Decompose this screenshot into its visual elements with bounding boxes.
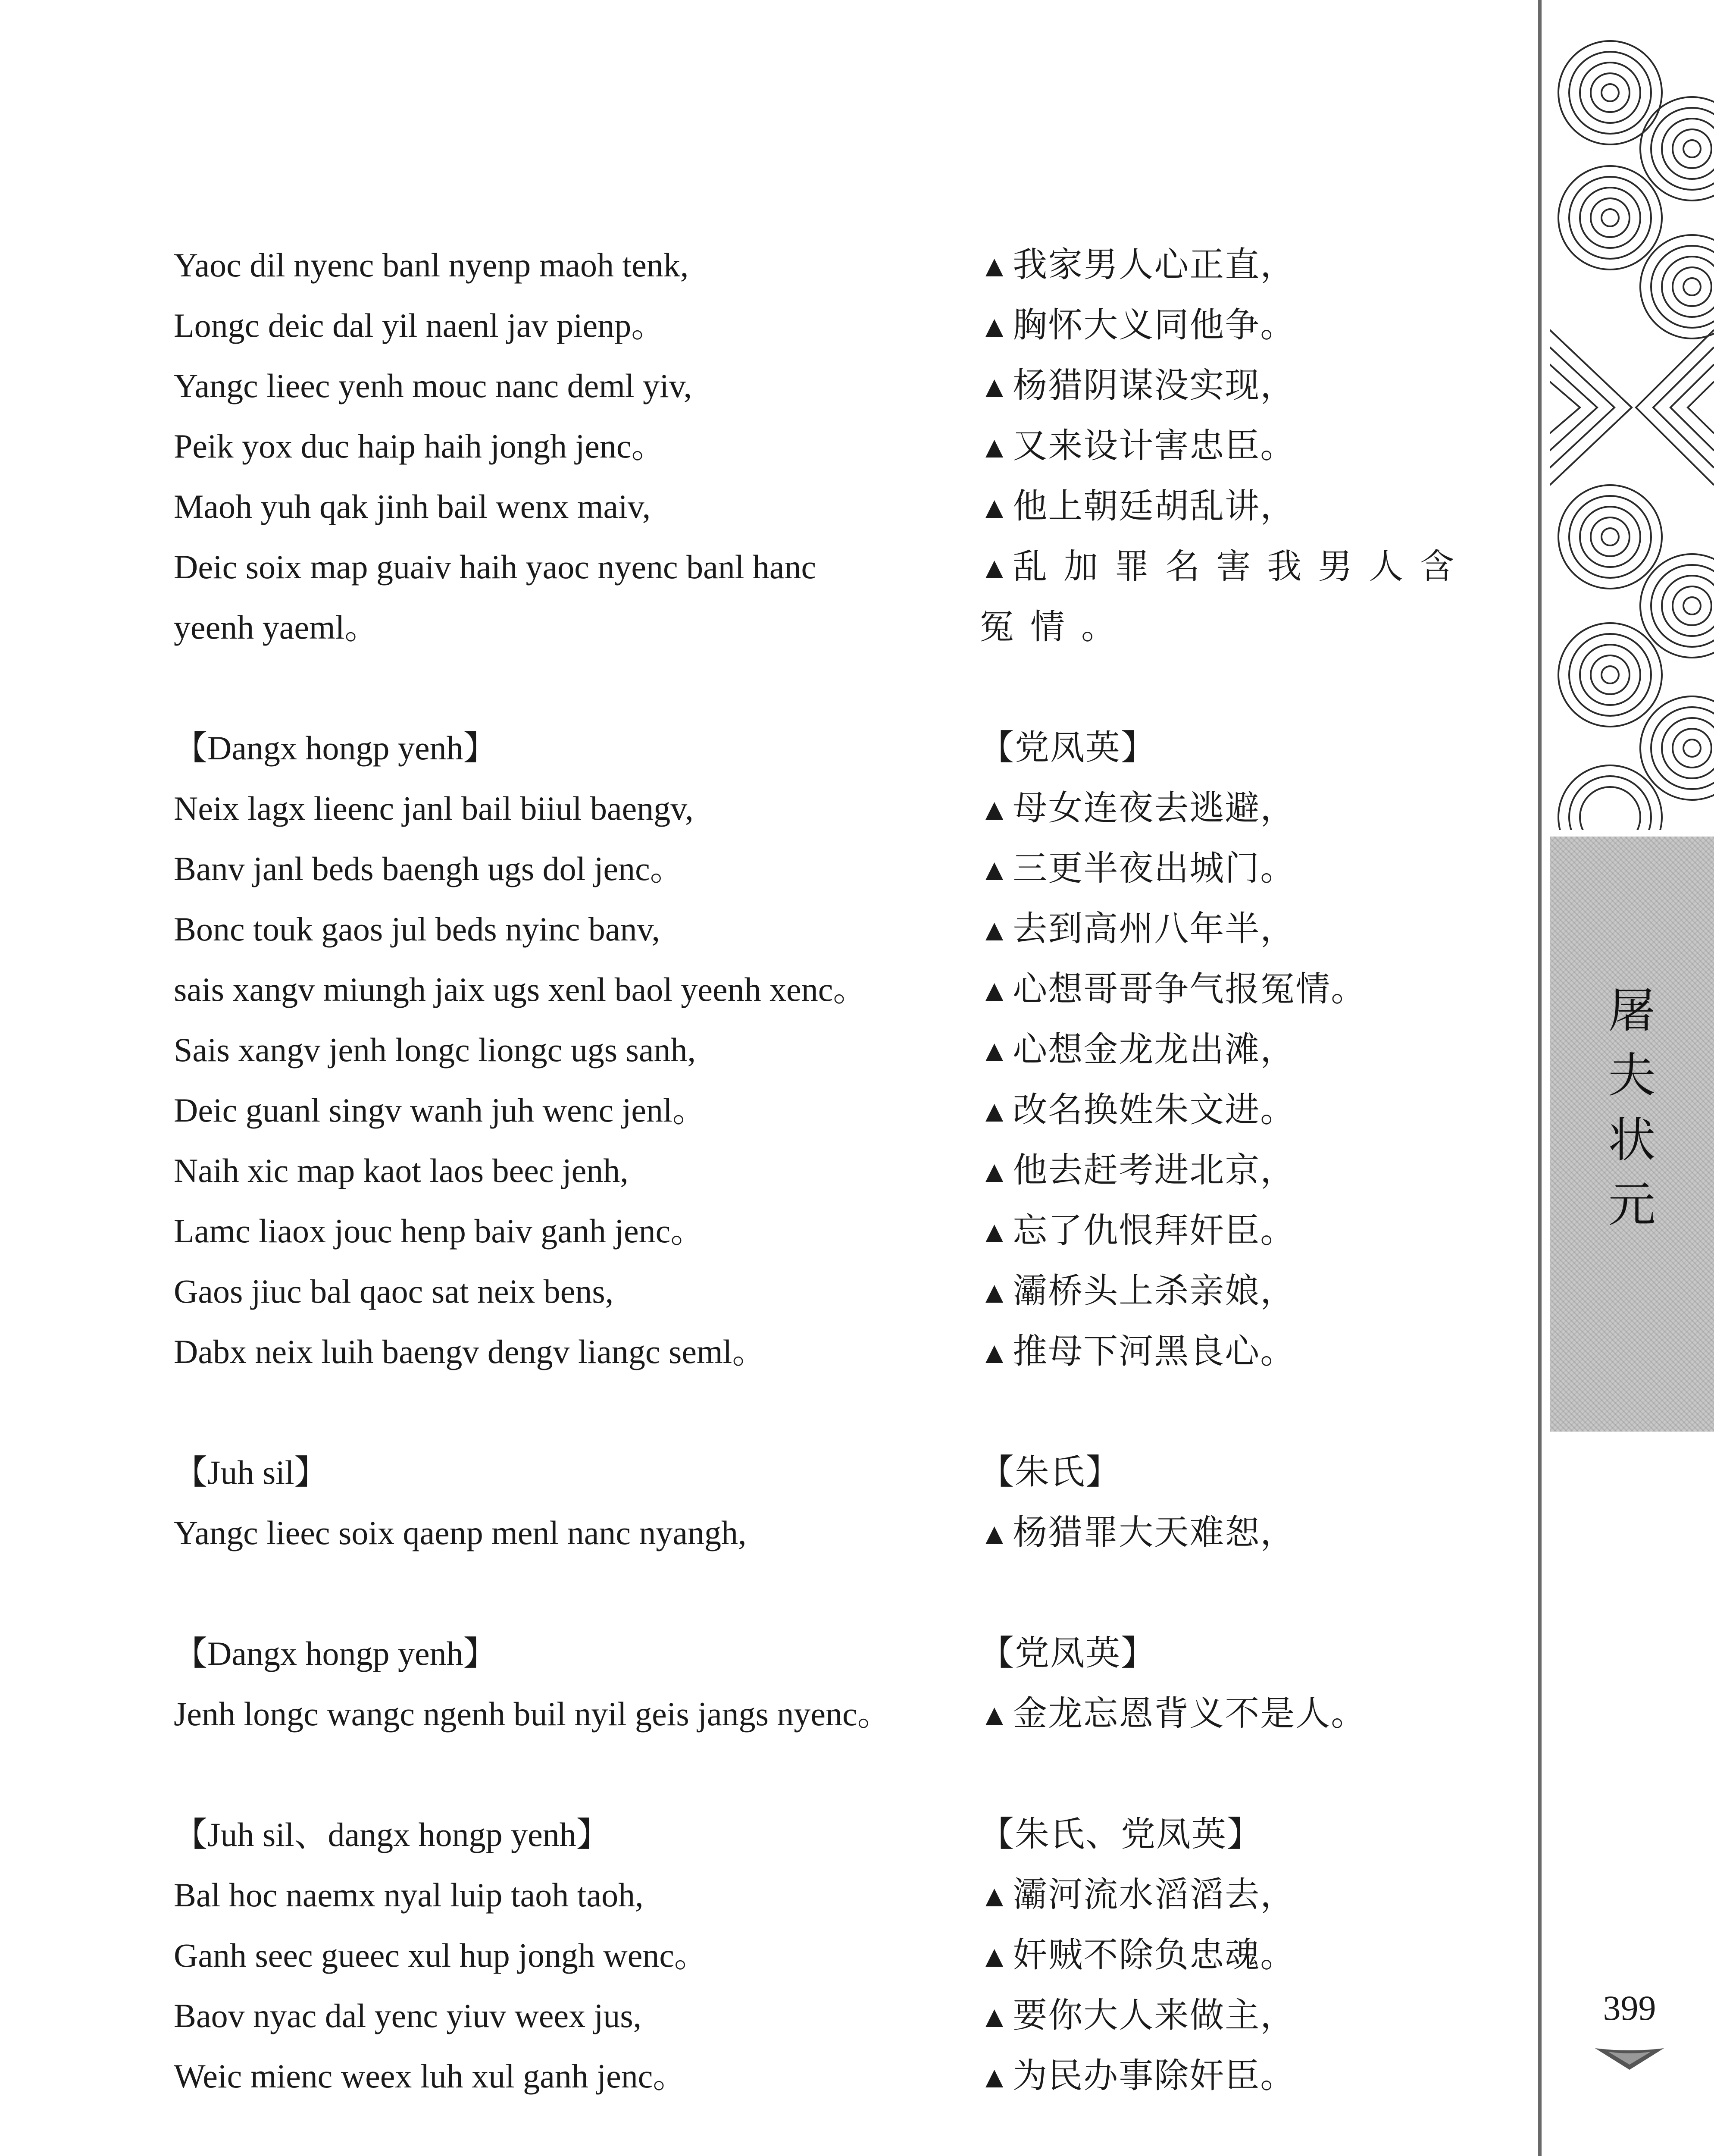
- dong-line: Ganh seec gueec xul hup jongh wenc。: [174, 1937, 708, 1974]
- chinese-line: ▲灞桥头上杀亲娘，: [979, 1272, 1296, 1310]
- triangle-bullet-icon: ▲: [979, 1156, 1010, 1189]
- dong-line: Banv janl beds baengh ugs dol jenc。: [174, 850, 684, 887]
- triangle-bullet-icon: ▲: [979, 1518, 1010, 1551]
- triangle-bullet-icon: ▲: [979, 793, 1010, 827]
- dong-line: Peik yox duc haip haih jongh jenc。: [174, 427, 665, 465]
- dong-line: Lamc liaox jouc henp baiv ganh jenc。: [174, 1212, 704, 1250]
- dong-line: yeenh yaeml。: [174, 608, 378, 646]
- chinese-line: ▲要你大人来做主，: [979, 1997, 1296, 2035]
- speaker-header: 【Juh sil、dangx hongp yenh】: [174, 1816, 610, 1853]
- dong-line: Jenh longc wangc ngenh buil nyil geis jangs nyenc。: [174, 1695, 891, 1733]
- dong-line: Longc deic dal yil naenl jav pienp。: [174, 307, 665, 344]
- dong-line: Dabx neix luih baengv dengv liangc seml。: [174, 1333, 766, 1370]
- dong-line: Gaos jiuc bal qaoc sat neix bens,: [174, 1272, 614, 1310]
- chinese-line: ▲母女连夜去逃避，: [979, 790, 1296, 827]
- triangle-bullet-icon: ▲: [979, 1880, 1010, 1913]
- speaker-header: 【Dangx hongp yenh】: [174, 729, 497, 767]
- chinese-line: ▲金龙忘恩背义不是人。: [979, 1695, 1367, 1733]
- speaker-header: 【Dangx hongp yenh】: [174, 1635, 497, 1672]
- chinese-line: ▲灞河流水滔滔去，: [979, 1876, 1296, 1914]
- dong-line: Yangc lieec soix qaenp menl nanc nyangh,: [174, 1514, 747, 1551]
- triangle-bullet-icon: ▲: [979, 492, 1010, 525]
- side-title-band: [1550, 837, 1714, 1432]
- dong-line: Maoh yuh qak jinh bail wenx maiv,: [174, 488, 651, 525]
- chinese-line: ▲心想哥哥争气报冤情。: [979, 971, 1367, 1009]
- chinese-line: ▲他去赶考进北京，: [979, 1152, 1296, 1190]
- triangle-bullet-icon: ▲: [979, 975, 1010, 1008]
- triangle-bullet-icon: ▲: [979, 1035, 1010, 1068]
- dong-line: Bal hoc naemx nyal luip taoh taoh,: [174, 1876, 644, 1914]
- side-title-char: 元: [1608, 1179, 1656, 1232]
- dong-line: Yangc lieec yenh mouc nanc deml yiv,: [174, 367, 692, 404]
- triangle-bullet-icon: ▲: [979, 914, 1010, 947]
- dong-line: Sais xangv jenh longc liongc ugs sanh,: [174, 1031, 696, 1069]
- chinese-line: 冤情。: [979, 608, 1132, 646]
- dong-line: Weic mienc weex luh xul ganh jenc。: [174, 2057, 687, 2095]
- chinese-line: ▲他上朝廷胡乱讲，: [979, 488, 1296, 526]
- speaker-header: 【党凤英】: [979, 729, 1156, 767]
- margin-rule: [1538, 0, 1542, 2156]
- dong-line: Baov nyac dal yenc yiuv weex jus,: [174, 1997, 642, 2034]
- dong-line: Deic guanl singv wanh juh wenc jenl。: [174, 1091, 706, 1129]
- dong-line: Bonc touk gaos jul beds nyinc banv,: [174, 910, 660, 948]
- triangle-bullet-icon: ▲: [979, 854, 1010, 887]
- triangle-bullet-icon: ▲: [979, 1940, 1010, 1974]
- side-title-char: 夫: [1608, 1050, 1656, 1102]
- chinese-line: ▲杨猎罪大天难恕，: [979, 1514, 1296, 1552]
- triangle-bullet-icon: ▲: [979, 1699, 1010, 1732]
- dong-line: Deic soix map guaiv haih yaoc nyenc banl hanc: [174, 548, 816, 586]
- triangle-bullet-icon: ▲: [979, 1095, 1010, 1128]
- chinese-line: ▲又来设计害忠臣。: [979, 427, 1296, 465]
- chinese-line: ▲改名换姓朱文进。: [979, 1091, 1296, 1129]
- chinese-line: ▲杨猎阴谋没实现，: [979, 367, 1296, 405]
- triangle-bullet-icon: ▲: [979, 1337, 1010, 1370]
- chinese-line: ▲我家男人心正直，: [979, 246, 1296, 284]
- chinese-line: ▲推母下河黑良心。: [979, 1333, 1296, 1371]
- chinese-line: ▲去到高州八年半，: [979, 910, 1296, 948]
- triangle-bullet-icon: ▲: [979, 371, 1010, 404]
- speaker-header: 【朱氏、党凤英】: [979, 1816, 1262, 1854]
- chinese-line: ▲心想金龙龙出滩，: [979, 1031, 1296, 1069]
- dong-line: Yaoc dil nyenc banl nyenp maoh tenk,: [174, 246, 689, 284]
- chinese-line: ▲乱加罪名害我男人含: [979, 548, 1471, 586]
- chinese-line: ▲为民办事除奸臣。: [979, 2057, 1296, 2095]
- side-title-char: 屠: [1608, 985, 1656, 1037]
- page-number-ornament-icon: [1591, 2044, 1668, 2074]
- chinese-line: ▲三更半夜出城门。: [979, 850, 1296, 888]
- triangle-bullet-icon: ▲: [979, 1276, 1010, 1310]
- chinese-line: ▲胸怀大义同他争。: [979, 307, 1296, 345]
- triangle-bullet-icon: ▲: [979, 552, 1010, 585]
- triangle-bullet-icon: ▲: [979, 250, 1010, 283]
- cloud-pattern-ornament: [1550, 19, 1714, 830]
- speaker-header: 【Juh sil】: [174, 1454, 328, 1491]
- dong-line: Naih xic map kaot laos beec jenh,: [174, 1152, 629, 1189]
- triangle-bullet-icon: ▲: [979, 431, 1010, 464]
- side-title: [1550, 979, 1714, 1238]
- dong-line: sais xangv miungh jaix ugs xenl baol yeenh xenc。: [174, 971, 867, 1008]
- chinese-line: ▲奸贼不除负忠魂。: [979, 1937, 1296, 1974]
- triangle-bullet-icon: ▲: [979, 1216, 1010, 1249]
- triangle-bullet-icon: ▲: [979, 2001, 1010, 2034]
- speaker-header: 【朱氏】: [979, 1454, 1121, 1492]
- speaker-header: 【党凤英】: [979, 1635, 1156, 1673]
- side-title-char: 状: [1608, 1114, 1656, 1167]
- triangle-bullet-icon: ▲: [979, 2061, 1010, 2094]
- chinese-line: ▲忘了仇恨拜奸臣。: [979, 1212, 1296, 1250]
- page-number: 399: [1603, 1988, 1656, 2028]
- triangle-bullet-icon: ▲: [979, 310, 1010, 344]
- dong-line: Neix lagx lieenc janl bail biiul baengv,: [174, 790, 694, 827]
